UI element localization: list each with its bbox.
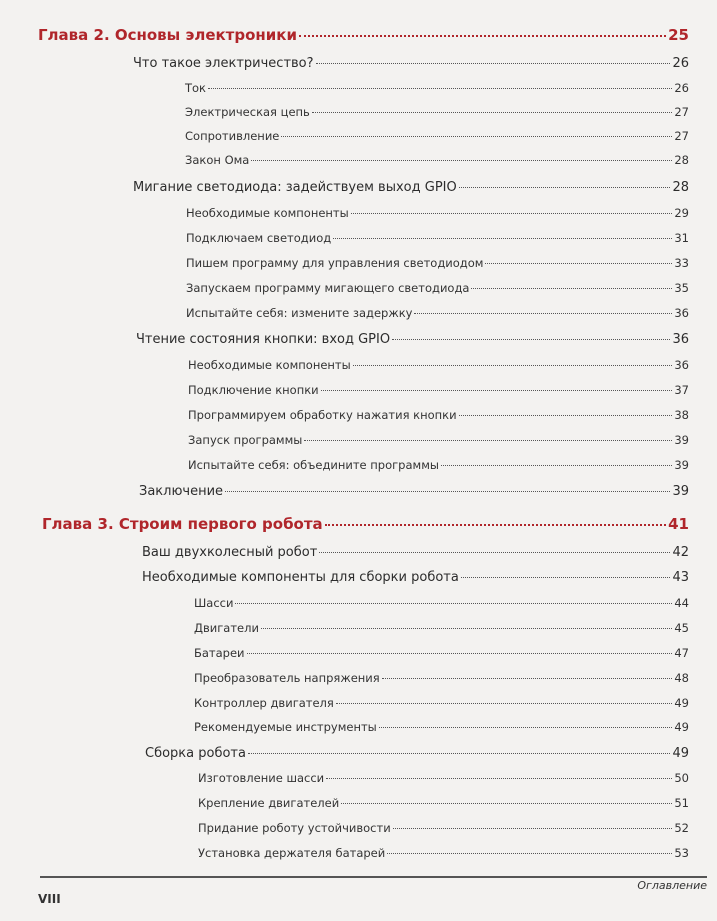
toc-page-number: 52 <box>674 821 689 835</box>
dot-leader <box>319 552 670 553</box>
toc-entry[interactable] <box>133 180 689 202</box>
dot-leader <box>304 440 672 441</box>
toc-page-number: 25 <box>668 26 689 44</box>
toc-title: Чтение состояния кнопки: вход GPIO <box>136 332 391 347</box>
toc-entry[interactable] <box>139 484 689 506</box>
toc-entry[interactable] <box>194 671 689 693</box>
dot-leader <box>333 238 672 239</box>
toc-chapter-3[interactable] <box>42 515 689 537</box>
toc-page-number: 48 <box>674 671 689 685</box>
toc-entry[interactable] <box>188 358 689 380</box>
toc-entry[interactable] <box>142 570 689 592</box>
dot-leader <box>325 524 666 526</box>
toc-entry[interactable] <box>186 231 689 253</box>
toc-entry[interactable] <box>185 153 689 175</box>
toc-title: Программируем обработку нажатия кнопки <box>188 408 457 422</box>
dot-leader <box>341 803 672 804</box>
toc-title: Сопротивление <box>185 129 280 143</box>
toc-entry[interactable] <box>188 458 689 480</box>
toc-page-number: 26 <box>672 56 689 71</box>
toc-entry[interactable] <box>145 746 689 768</box>
toc-entry[interactable] <box>186 256 689 278</box>
dot-leader <box>336 703 673 704</box>
dot-leader <box>247 653 673 654</box>
toc-title: Электрическая цепь <box>185 105 310 119</box>
toc-entry[interactable] <box>194 696 689 718</box>
toc-page-number: 28 <box>672 180 689 195</box>
toc-entry[interactable] <box>198 821 689 843</box>
dot-leader <box>351 213 673 214</box>
toc-entry[interactable] <box>194 621 689 643</box>
dot-leader <box>485 263 672 264</box>
toc-title: Придание роботу устойчивости <box>198 821 391 835</box>
toc-title: Заключение <box>139 484 224 499</box>
toc-page-number: 35 <box>674 281 689 295</box>
toc-title: Установка держателя батарей <box>198 846 386 860</box>
toc-page-number: 39 <box>674 458 689 472</box>
dot-leader <box>299 35 666 37</box>
toc-title: Испытайте себя: измените задержку <box>186 306 413 320</box>
dot-leader <box>326 778 672 779</box>
dot-leader <box>251 160 672 161</box>
dot-leader <box>441 465 672 466</box>
toc-page-number: 36 <box>672 332 689 347</box>
toc-title: Испытайте себя: объедините программы <box>188 458 439 472</box>
footer-rule <box>40 876 707 878</box>
dot-leader <box>461 577 671 578</box>
toc-page-number: 39 <box>672 484 689 499</box>
toc-title: Крепление двигателей <box>198 796 340 810</box>
toc-entry[interactable] <box>188 433 689 455</box>
dot-leader <box>459 187 671 188</box>
dot-leader <box>387 853 672 854</box>
dot-leader <box>382 678 673 679</box>
toc-page-number: 49 <box>674 696 689 710</box>
toc-title: Глава 3. Строим первого робота <box>42 515 323 533</box>
toc-page-number: 51 <box>674 796 689 810</box>
footer-section-title: Оглавление <box>637 879 707 892</box>
dot-leader <box>321 390 673 391</box>
toc-entry[interactable] <box>185 105 689 127</box>
toc-page-number: 45 <box>674 621 689 635</box>
toc-page-number: 41 <box>668 515 689 533</box>
toc-entry[interactable] <box>198 771 689 793</box>
dot-leader <box>393 828 673 829</box>
dot-leader <box>471 288 672 289</box>
toc-title: Запускаем программу мигающего светодиода <box>186 281 470 295</box>
toc-title: Что такое электричество? <box>133 56 314 71</box>
toc-title: Подключение кнопки <box>188 383 319 397</box>
toc-title: Преобразователь напряжения <box>194 671 380 685</box>
toc-page-number: 28 <box>674 153 689 167</box>
toc-title: Подключаем светодиод <box>186 231 332 245</box>
toc-entry[interactable] <box>136 332 689 354</box>
toc-title: Закон Ома <box>185 153 250 167</box>
toc-page-number: 31 <box>674 231 689 245</box>
dot-leader <box>225 491 670 492</box>
toc-page-number: 43 <box>672 570 689 585</box>
toc-title: Двигатели <box>194 621 259 635</box>
dot-leader <box>414 313 672 314</box>
toc-page-number: 37 <box>674 383 689 397</box>
toc-page-number: 47 <box>674 646 689 660</box>
toc-title: Необходимые компоненты <box>188 358 351 372</box>
dot-leader <box>316 63 671 64</box>
toc-entry[interactable] <box>185 129 689 151</box>
toc-page-number: 36 <box>674 358 689 372</box>
toc-page-number: 44 <box>674 596 689 610</box>
toc-entry[interactable] <box>194 596 689 618</box>
dot-leader <box>261 628 672 629</box>
toc-entry[interactable] <box>194 646 689 668</box>
toc-page-number: 27 <box>674 129 689 143</box>
toc-page-number: 27 <box>674 105 689 119</box>
dot-leader <box>459 415 673 416</box>
toc-entry[interactable] <box>198 796 689 818</box>
toc-page-number: 39 <box>674 433 689 447</box>
toc-title: Запуск программы <box>188 433 303 447</box>
dot-leader <box>353 365 673 366</box>
toc-chapter-2[interactable] <box>38 26 689 48</box>
toc-entry[interactable] <box>133 56 689 78</box>
toc-title: Ваш двухколесный робот <box>142 545 318 560</box>
dot-leader <box>392 339 670 340</box>
toc-page-number: 49 <box>674 720 689 734</box>
toc-title: Мигание светодиода: задействуем выход GPIO <box>133 180 457 195</box>
toc-page-number: 50 <box>674 771 689 785</box>
dot-leader <box>281 136 672 137</box>
toc-entry[interactable] <box>186 206 689 228</box>
footer-page-number: VIII <box>38 892 61 906</box>
toc-title: Шасси <box>194 596 234 610</box>
toc-title: Контроллер двигателя <box>194 696 334 710</box>
dot-leader <box>312 112 673 113</box>
toc-page-number: 38 <box>674 408 689 422</box>
toc-entry[interactable] <box>188 383 689 405</box>
toc-title: Изготовление шасси <box>198 771 325 785</box>
toc-page-number: 42 <box>672 545 689 560</box>
toc-page-number: 29 <box>674 206 689 220</box>
toc-page-number: 49 <box>672 746 689 761</box>
dot-leader <box>248 753 670 754</box>
toc-entry[interactable] <box>186 306 689 328</box>
toc-entry[interactable] <box>194 720 689 742</box>
toc-page-number: 53 <box>674 846 689 860</box>
toc-title: Ток <box>185 81 207 95</box>
toc-page-number: 36 <box>674 306 689 320</box>
toc-title: Батареи <box>194 646 245 660</box>
toc-page-number: 33 <box>674 256 689 270</box>
toc-title: Пишем программу для управления светодиодом <box>186 256 484 270</box>
toc-page-number: 26 <box>674 81 689 95</box>
dot-leader <box>208 88 672 89</box>
toc-entry[interactable] <box>186 281 689 303</box>
toc-entry[interactable] <box>185 81 689 103</box>
toc-title: Сборка робота <box>145 746 246 761</box>
dot-leader <box>235 603 672 604</box>
toc-entry[interactable] <box>188 408 689 430</box>
toc-title: Необходимые компоненты <box>186 206 349 220</box>
toc-title: Глава 2. Основы электроники <box>38 26 297 44</box>
toc-entry[interactable] <box>198 846 689 868</box>
dot-leader <box>379 727 673 728</box>
toc-title: Необходимые компоненты для сборки робота <box>142 570 459 585</box>
toc-title: Рекомендуемые инструменты <box>194 720 377 734</box>
toc-entry[interactable] <box>142 545 689 567</box>
